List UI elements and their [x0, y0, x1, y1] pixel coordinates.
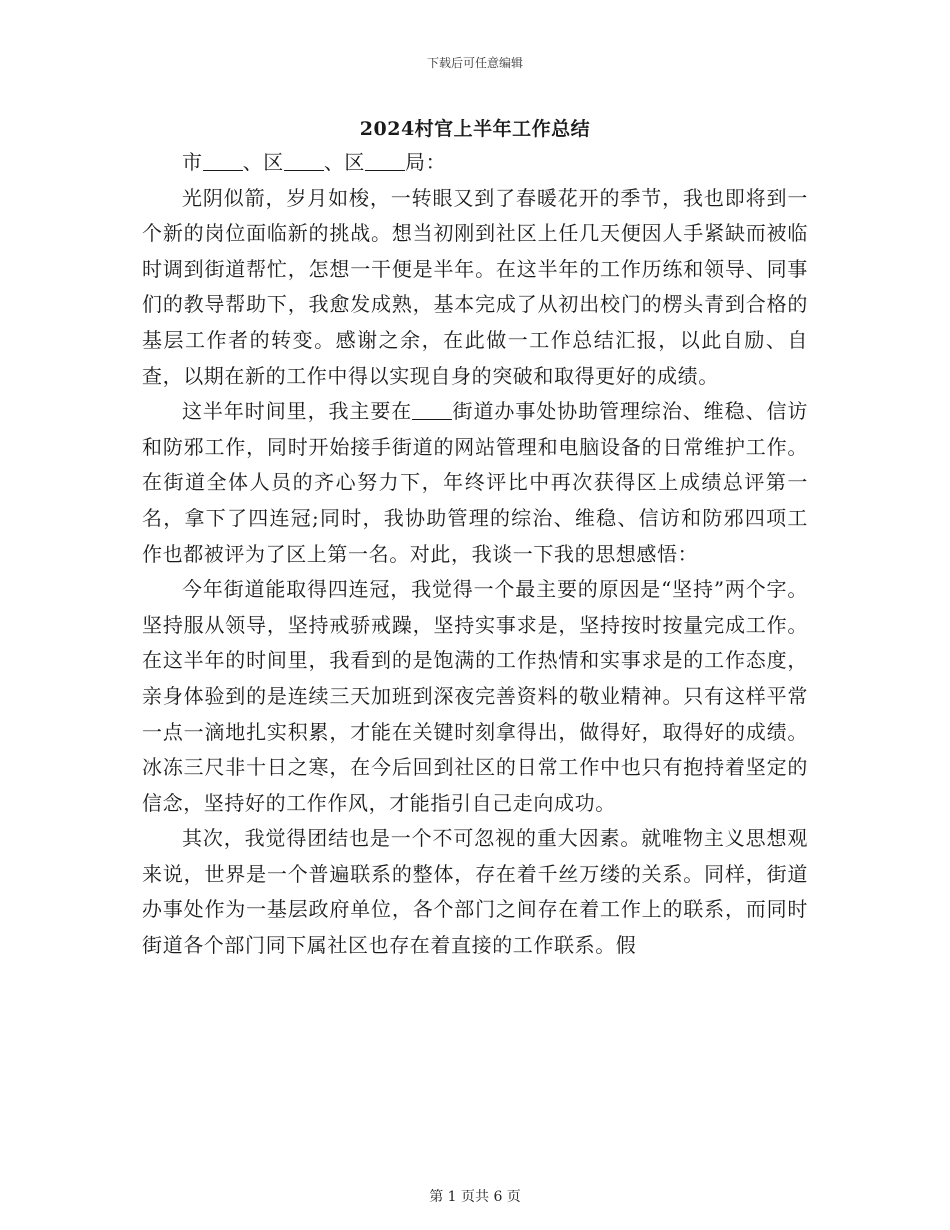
blank-field — [284, 150, 324, 171]
salutation-text: 局： — [405, 150, 447, 174]
paragraph: 其次，我觉得团结也是一个不可忽视的重大因素。就唯物主义思想观来说，世界是一个普遍联系的整体，存在着千丝万缕的关系。同样，街道办事处作为一基层政府单位，各个部门之间存在着工作上的联系，而同时街道各个部门同下属社区也存在着直接的工作联系。假 — [142, 826, 808, 958]
blank-field — [203, 150, 243, 171]
salutation-text: 、区 — [242, 150, 284, 174]
blank-field — [412, 399, 452, 420]
document-body — [142, 145, 808, 964]
page-footer: 第 1 页共 6 页 — [429, 1189, 521, 1205]
blank-field — [365, 150, 405, 171]
paragraph-text: 街道办事处协助管理综治、维稳、信访和防邪工作，同时开始接手街道的网站管理和电脑设备的日常维护工作。在街道全体人员的齐心努力下，年终评比中再次获得区上成绩总评第一名，拿下了四连冠;同时，我协助管理的综治、维稳、信访和防邪四项工作也都被评为了区上第一名。对此，我谈一下我的思想感悟： — [142, 399, 808, 566]
paragraph: 今年街道能取得四连冠，我觉得一个最主要的原因是“坚持”两个字。坚持服从领导，坚持戒骄戒躁，坚持实事求是，坚持按时按量完成工作。在这半年的时间里，我看到的是饱满的工作热情和实事求是的工作态度，亲身体验到的是连续三天加班到深夜完善资料的敬业精神。只有这样平常一点一滴地扎实积累，才能在关键时刻拿得出，做得好，取得好的成绩。冰冻三尺非十日之寒，在今后回到社区的日常工作中也只有抱持着坚定的信念，坚持好的工作作风，才能指引自己走向成功。 — [142, 577, 808, 815]
paragraph — [142, 394, 808, 572]
paragraph: 光阴似箭，岁月如梭，一转眼又到了春暖花开的季节，我也即将到一个新的岗位面临新的挑战。想当初刚到社区上任几天便因人手紧缺而被临时调到街道帮忙，怎想一干便是半年。在这半年的工作历练和领导、同事们的教导帮助下，我愈发成熟，基本完成了从初出校门的楞头青到合格的基层工作者的转变。感谢之余，在此做一工作总结汇报，以此自励、自查，以期在新的工作中得以实现自身的突破和取得更好的成绩。 — [142, 185, 808, 388]
salutation — [142, 145, 808, 181]
header-note: 下载后可任意编辑 — [426, 56, 523, 70]
document-title: 2024村官上半年工作总结 — [359, 118, 591, 140]
salutation-text: 市 — [182, 150, 203, 174]
paragraph-text: 这半年时间里，我主要在 — [182, 399, 413, 424]
salutation-text: 、区 — [323, 150, 366, 174]
